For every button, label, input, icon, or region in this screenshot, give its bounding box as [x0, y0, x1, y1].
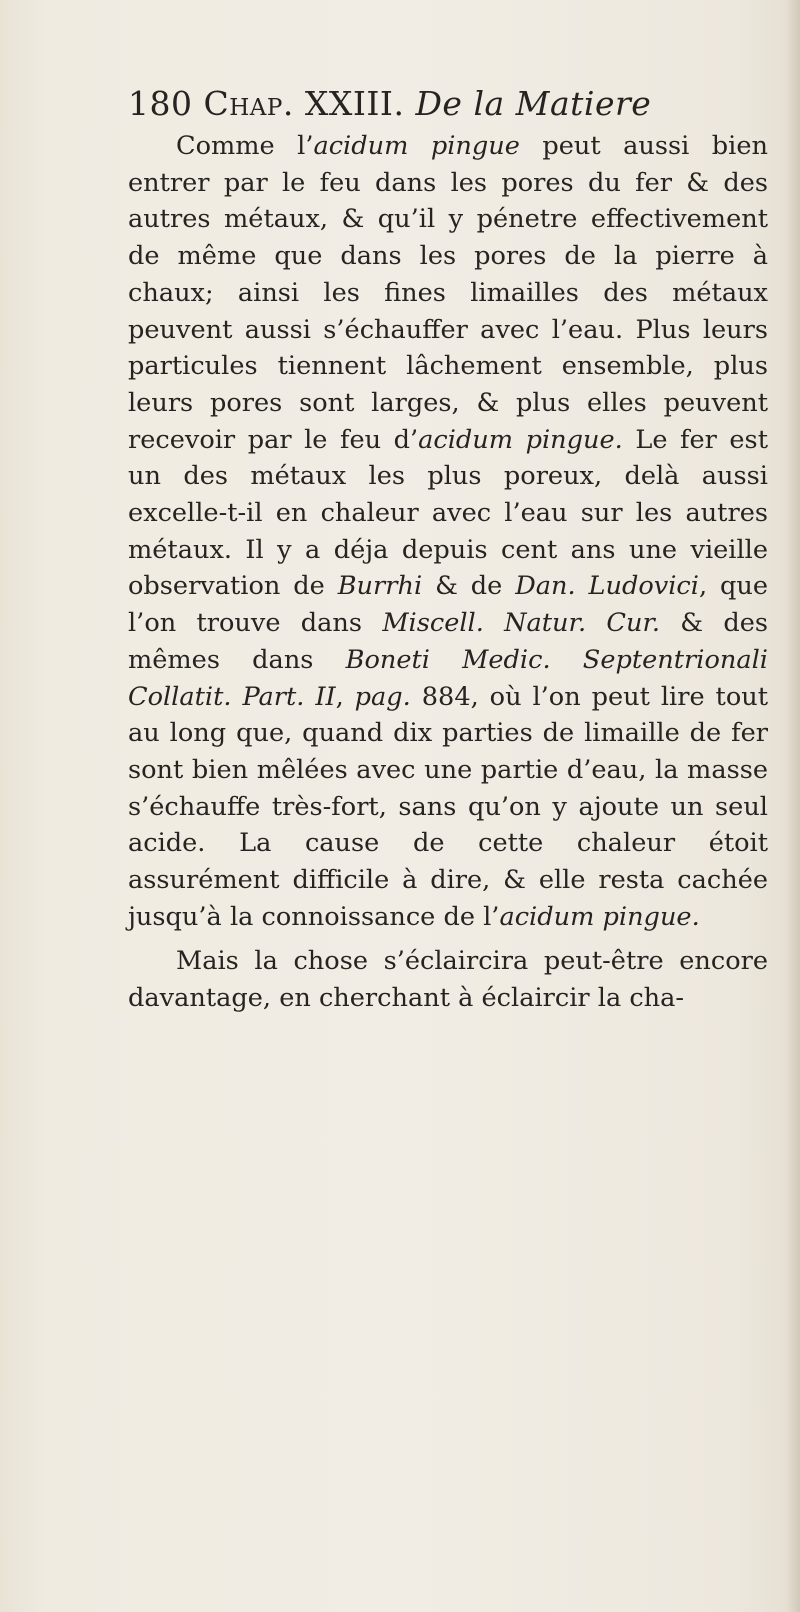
text-run: Comme l’	[176, 131, 314, 161]
text-run: Mais la chose s’éclaircira peut-être encore davantage, en cherchant à éclaircir la cha-	[128, 946, 768, 1014]
page-number: 180	[128, 84, 193, 123]
text-run: & des mêmes dans	[128, 608, 768, 675]
chapter-label: Chap. XXIII.	[203, 84, 405, 123]
text-run: , que l’on trouve dans	[128, 571, 768, 639]
italic-run: Burrhi	[337, 571, 423, 602]
text-run: & de	[422, 571, 516, 602]
text-run: peut aussi bien entrer par le feu dans les pores du fer & des autres métaux, & qu’il y pénetre effectivement de même que dans les pores de la pierre à chaux; ainsi les fines limailles des métaux peuvent aussi s’échauffer avec l’eau. Plus leurs particules tiennent lâchement ensemble, plus leurs pores sont larges, & plus elles peuvent recevoir par le feu d’	[128, 131, 768, 455]
italic-run: Miscell. Natur. Cur.	[382, 608, 660, 639]
italic-run: pag.	[354, 681, 411, 712]
text-run: 884, où l’on peut lire tout au long que, quand dix parties de limaille de fer sont bien mêlées avec une partie d’eau, la masse s’échauffe très-fort, sans qu’on y ajoute un seul acide. La cause de cette chaleur étoit assurément difficile à dire, & elle resta cachée jusqu’à la connoissance de l’	[128, 681, 768, 932]
page-text-block	[128, 80, 768, 1017]
italic-run: acidum pingue.	[418, 424, 623, 455]
text-run: ,	[335, 681, 355, 712]
italic-run: acidum pingue.	[499, 901, 700, 932]
italic-run: acidum pingue	[313, 131, 520, 161]
paragraph-2	[128, 943, 768, 1016]
italic-run: Dan. Ludovici	[515, 571, 699, 602]
text-run: Le fer est un des métaux les plus poreux, delà aussi excelle-t-il en chaleur avec l’eau sur les autres métaux. Il y a déja depuis cent ans une vieille observation de	[128, 424, 768, 602]
italic-run: Boneti Medic. Septentrionali Collatit. Part. II	[128, 644, 768, 712]
running-title: De la Matiere	[415, 84, 652, 123]
paragraph-1	[128, 128, 768, 935]
running-header	[128, 80, 768, 128]
